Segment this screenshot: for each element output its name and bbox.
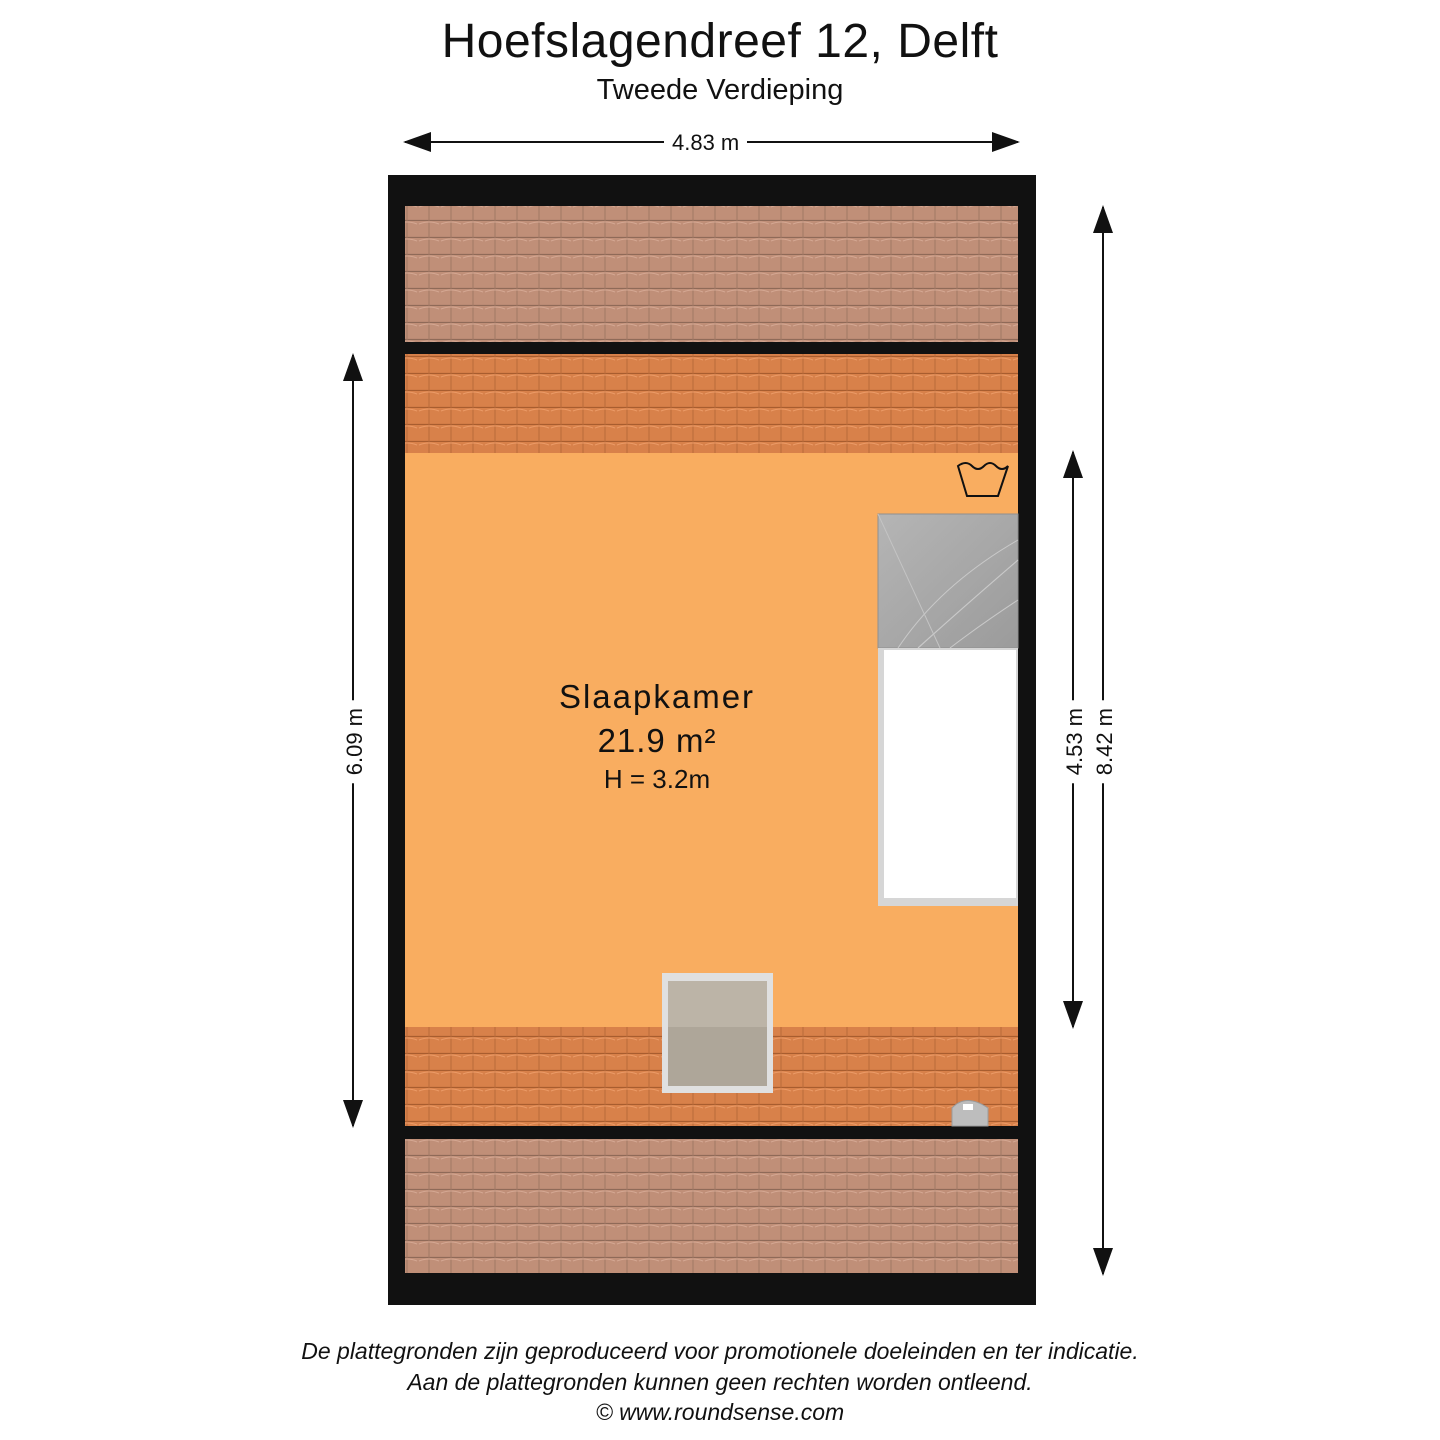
roof-top <box>405 206 1018 342</box>
floor-subtitle: Tweede Verdieping <box>596 74 844 106</box>
page-title: Hoefslagendreef 12, Delft <box>441 15 999 68</box>
skylight-icon <box>662 973 773 1093</box>
stairs-icon <box>878 514 1018 906</box>
dimension-width-label: 4.83 m <box>664 130 747 156</box>
dimension-right-inner-label: 4.53 m <box>1062 700 1088 783</box>
roof-inner-upper <box>405 354 1018 453</box>
copyright-line: © www.roundsense.com <box>595 1399 845 1425</box>
disclaimer-line-1: De plattegronden zijn geproduceerd voor promotionele doeleinden en ter indicatie. <box>301 1338 1139 1364</box>
dimension-right-outer-label: 8.42 m <box>1092 700 1118 783</box>
room-name: Slaapkamer <box>558 678 756 715</box>
room-height: H = 3.2m <box>603 764 711 794</box>
chimney-vent-icon <box>952 1101 988 1127</box>
roof-bottom <box>405 1139 1018 1273</box>
dimension-left-label: 6.09 m <box>342 700 368 783</box>
disclaimer-line-2: Aan de plattegronden kunnen geen rechten worden ontleend. <box>407 1369 1033 1395</box>
room-label <box>507 678 807 795</box>
room-area: 21.9 m² <box>597 722 717 759</box>
